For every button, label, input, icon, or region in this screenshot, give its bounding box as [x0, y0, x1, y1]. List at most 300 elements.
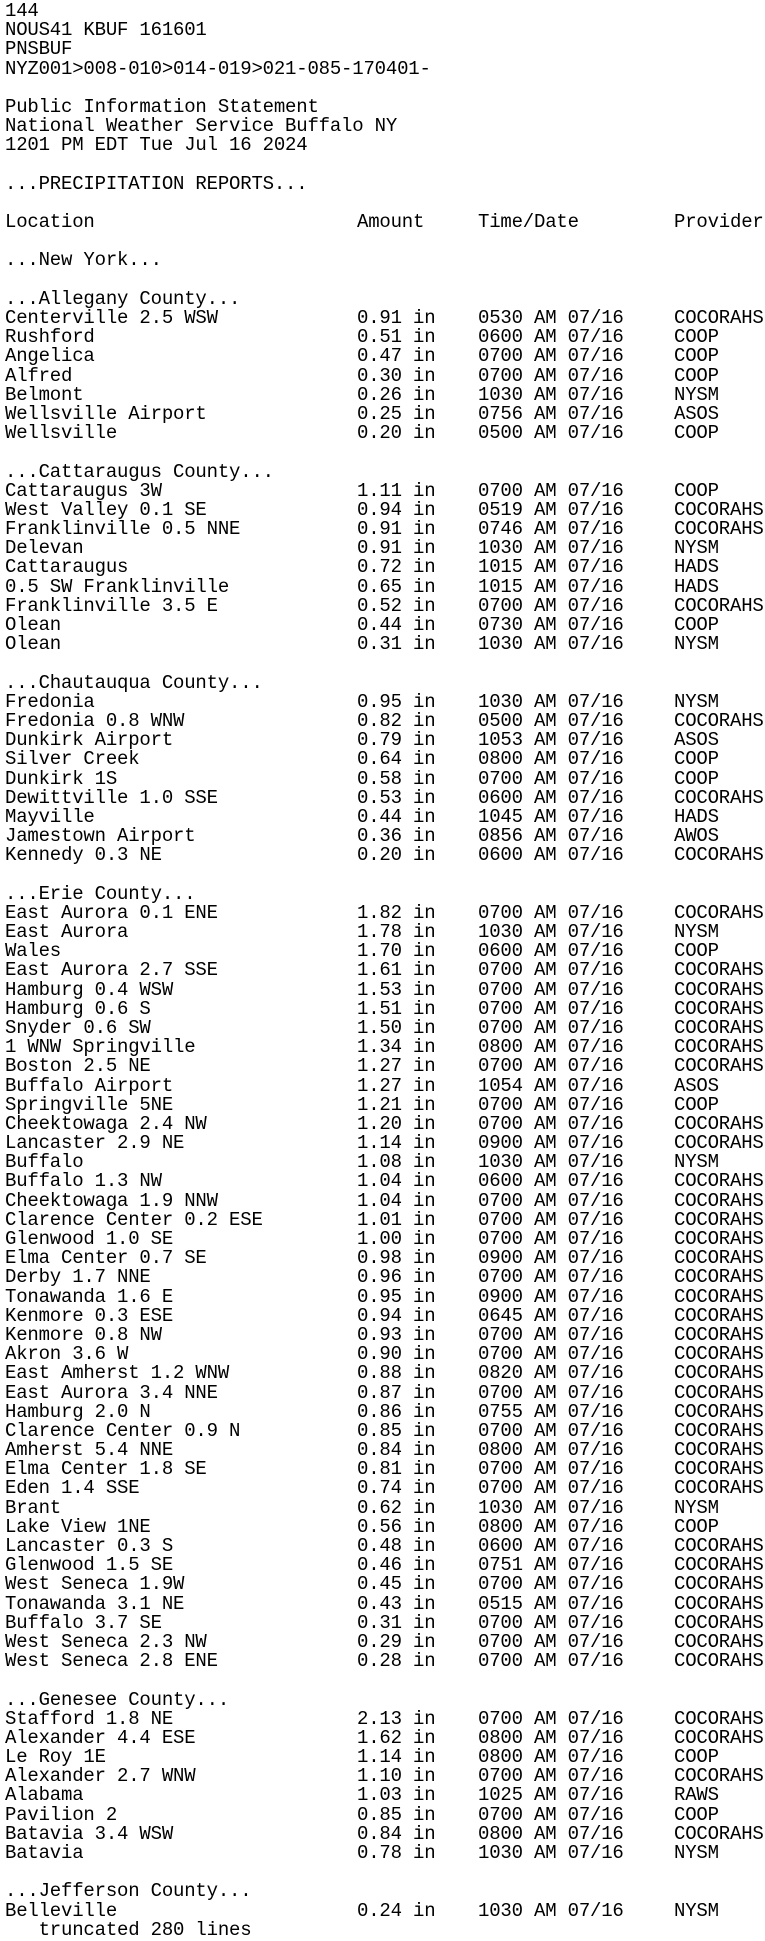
provider-cell: COCORAHS: [674, 1630, 764, 1653]
time-cell: 0700 AM 07/16: [478, 1112, 624, 1135]
time-cell: 1030 AM 07/16: [478, 1899, 624, 1922]
location-cell: Lancaster 0.3 S: [5, 1535, 174, 1557]
column-header-location: Location: [5, 211, 95, 234]
location-cell: West Valley 0.1 SE: [5, 498, 207, 521]
public-information-statement: [5, 2, 765, 1940]
time-cell: 0700 AM 07/16: [478, 1055, 624, 1078]
time-cell: 0755 AM 07/16: [478, 1400, 624, 1423]
amount-cell: 1.14 in: [357, 1746, 436, 1769]
location-cell: Clarence Center 0.2 ESE: [5, 1208, 263, 1231]
header-line: 144: [5, 0, 39, 22]
time-cell: 0700 AM 07/16: [478, 1765, 624, 1788]
time-cell: 0856 AM 07/16: [478, 825, 624, 848]
time-cell: 0730 AM 07/16: [478, 614, 624, 636]
time-cell: 1030 AM 07/16: [478, 537, 624, 560]
provider-cell: COCORAHS: [674, 1189, 764, 1212]
amount-cell: 0.52 in: [357, 594, 436, 617]
location-cell: Hamburg 0.6 S: [5, 997, 151, 1020]
time-cell: 0700 AM 07/16: [478, 959, 624, 982]
location-cell: Cattaraugus: [5, 556, 129, 579]
blank-line: [5, 443, 765, 462]
time-cell: 0700 AM 07/16: [478, 1381, 624, 1404]
provider-cell: HADS: [674, 556, 719, 579]
table-row: [5, 1189, 765, 1212]
blank-line: [5, 865, 765, 884]
time-cell: 0700 AM 07/16: [478, 345, 624, 368]
time-cell: 0700 AM 07/16: [478, 1343, 624, 1366]
amount-cell: 0.45 in: [357, 1573, 436, 1596]
time-cell: 1030 AM 07/16: [478, 1151, 624, 1174]
provider-cell: COCORAHS: [674, 786, 764, 809]
amount-cell: 0.43 in: [357, 1592, 436, 1615]
amount-cell: 1.03 in: [357, 1784, 436, 1807]
table-row: [5, 347, 765, 366]
provider-cell: COCORAHS: [674, 1592, 764, 1615]
time-cell: 0600 AM 07/16: [478, 326, 624, 349]
provider-cell: COOP: [674, 364, 719, 387]
location-cell: 1 WNW Springville: [5, 1036, 196, 1059]
amount-cell: 0.31 in: [357, 1611, 436, 1634]
amount-cell: 1.34 in: [357, 1036, 436, 1059]
table-row: [5, 1479, 765, 1498]
column-header-row: [5, 213, 765, 232]
time-cell: 0700 AM 07/16: [478, 479, 624, 502]
location-cell: Lake View 1NE: [5, 1515, 151, 1538]
county-heading: ...Allegany County...: [5, 287, 241, 310]
location-cell: Olean: [5, 614, 62, 636]
provider-cell: COCORAHS: [674, 1208, 764, 1231]
amount-cell: 0.31 in: [357, 633, 436, 656]
location-cell: 0.5 SW Franklinville: [5, 575, 230, 598]
location-cell: Batavia 3.4 WSW: [5, 1822, 174, 1845]
provider-cell: COCORAHS: [674, 1477, 764, 1500]
amount-cell: 0.78 in: [357, 1842, 436, 1864]
amount-cell: 0.88 in: [357, 1362, 436, 1385]
time-cell: 0800 AM 07/16: [478, 1822, 624, 1845]
location-cell: East Aurora 0.1 ENE: [5, 901, 218, 924]
provider-cell: COOP: [674, 326, 719, 349]
amount-cell: 0.51 in: [357, 326, 436, 349]
location-cell: Dunkirk Airport: [5, 729, 174, 752]
time-cell: 0700 AM 07/16: [478, 978, 624, 1001]
county-heading: ...Cattaraugus County...: [5, 460, 274, 483]
provider-cell: NYSM: [674, 1899, 719, 1922]
header-line: Public Information Statement: [5, 95, 319, 118]
table-row: [5, 575, 765, 598]
provider-cell: COOP: [674, 479, 719, 502]
amount-cell: 1.53 in: [357, 978, 436, 1001]
time-cell: 1054 AM 07/16: [478, 1074, 624, 1097]
amount-cell: 1.04 in: [357, 1170, 436, 1193]
amount-cell: 1.62 in: [357, 1726, 436, 1749]
location-cell: Belmont: [5, 383, 84, 406]
amount-cell: 0.98 in: [357, 1247, 436, 1270]
time-cell: 1025 AM 07/16: [478, 1784, 624, 1807]
table-row: [5, 1844, 765, 1863]
location-cell: Springville 5NE: [5, 1093, 174, 1116]
county-heading: ...Genesee County...: [5, 1688, 230, 1711]
location-cell: Elma Center 0.7 SE: [5, 1247, 207, 1270]
table-row: [5, 767, 765, 790]
county-heading: ...Jefferson County...: [5, 1880, 252, 1903]
location-cell: Franklinville 0.5 NNE: [5, 518, 241, 541]
location-cell: West Seneca 1.9W: [5, 1573, 185, 1596]
location-cell: Kenmore 0.3 ESE: [5, 1304, 174, 1327]
provider-cell: ASOS: [674, 729, 719, 752]
time-cell: 0800 AM 07/16: [478, 1036, 624, 1059]
table-row: [5, 635, 765, 654]
location-cell: Glenwood 1.5 SE: [5, 1554, 174, 1577]
header-line: ...PRECIPITATION REPORTS...: [5, 172, 308, 195]
provider-cell: COCORAHS: [674, 1247, 764, 1270]
time-cell: 0746 AM 07/16: [478, 518, 624, 541]
provider-cell: COCORAHS: [674, 959, 764, 982]
location-cell: Derby 1.7 NNE: [5, 1266, 151, 1289]
time-cell: 0700 AM 07/16: [478, 1228, 624, 1250]
provider-cell: COOP: [674, 422, 719, 445]
time-cell: 0700 AM 07/16: [478, 1477, 624, 1500]
amount-cell: 0.53 in: [357, 786, 436, 809]
provider-cell: COCORAHS: [674, 1458, 764, 1481]
amount-cell: 0.85 in: [357, 1803, 436, 1826]
amount-cell: 1.27 in: [357, 1074, 436, 1097]
provider-cell: COCORAHS: [674, 844, 764, 867]
state-heading: ...New York...: [5, 249, 162, 272]
provider-cell: COCORAHS: [674, 1323, 764, 1346]
amount-cell: 0.87 in: [357, 1381, 436, 1404]
provider-cell: COCORAHS: [674, 1055, 764, 1078]
location-cell: Olean: [5, 633, 62, 656]
location-cell: Brant: [5, 1496, 62, 1519]
amount-cell: 0.58 in: [357, 767, 436, 790]
amount-cell: 0.94 in: [357, 1304, 436, 1327]
time-cell: 0751 AM 07/16: [478, 1554, 624, 1577]
amount-cell: 1.01 in: [357, 1208, 436, 1231]
table-row: [5, 1381, 765, 1404]
table-row: [5, 1057, 765, 1076]
table-row: [5, 1268, 765, 1287]
amount-cell: 0.84 in: [357, 1822, 436, 1845]
location-cell: Jamestown Airport: [5, 825, 196, 848]
location-cell: Buffalo: [5, 1151, 84, 1174]
location-cell: East Aurora: [5, 921, 129, 943]
location-cell: Franklinville 3.5 E: [5, 594, 218, 617]
table-row: [5, 1074, 765, 1097]
time-cell: 0700 AM 07/16: [478, 1419, 624, 1442]
amount-cell: 1.10 in: [357, 1765, 436, 1788]
location-cell: East Aurora 2.7 SSE: [5, 959, 218, 982]
time-cell: 0600 AM 07/16: [478, 940, 624, 963]
time-cell: 0600 AM 07/16: [478, 844, 624, 867]
amount-cell: 1.51 in: [357, 997, 436, 1020]
amount-cell: 1.14 in: [357, 1132, 436, 1155]
provider-cell: COOP: [674, 1803, 719, 1826]
table-row: [5, 1899, 765, 1922]
provider-cell: NYSM: [674, 383, 719, 406]
time-cell: 0700 AM 07/16: [478, 1630, 624, 1653]
provider-cell: ASOS: [674, 402, 719, 425]
provider-cell: COOP: [674, 1746, 719, 1769]
amount-cell: 0.25 in: [357, 402, 436, 425]
amount-cell: 0.64 in: [357, 748, 436, 771]
location-cell: Cattaraugus 3W: [5, 479, 162, 502]
time-cell: 0500 AM 07/16: [478, 422, 624, 445]
provider-cell: COCORAHS: [674, 1112, 764, 1135]
amount-cell: 1.04 in: [357, 1189, 436, 1212]
provider-cell: ASOS: [674, 1074, 719, 1097]
provider-cell: COCORAHS: [674, 1132, 764, 1155]
amount-cell: 0.20 in: [357, 422, 436, 445]
table-row: [5, 1803, 765, 1826]
provider-cell: COCORAHS: [674, 709, 764, 732]
provider-cell: NYSM: [674, 537, 719, 560]
provider-cell: COCORAHS: [674, 307, 764, 329]
location-cell: Silver Creek: [5, 748, 140, 771]
provider-cell: COCORAHS: [674, 1266, 764, 1289]
location-cell: Dunkirk 1S: [5, 767, 118, 790]
time-cell: 1045 AM 07/16: [478, 805, 624, 828]
location-cell: West Seneca 2.8 ENE: [5, 1650, 218, 1673]
time-cell: 0700 AM 07/16: [478, 1016, 624, 1039]
provider-cell: COCORAHS: [674, 1381, 764, 1404]
provider-cell: COCORAHS: [674, 1554, 764, 1577]
table-row: [5, 1786, 765, 1805]
location-cell: Kenmore 0.8 NW: [5, 1323, 162, 1346]
time-cell: 1030 AM 07/16: [478, 633, 624, 656]
table-row: [5, 1592, 765, 1615]
amount-cell: 0.90 in: [357, 1343, 436, 1366]
amount-cell: 0.95 in: [357, 1285, 436, 1308]
location-cell: Rushford: [5, 326, 95, 349]
provider-cell: COCORAHS: [674, 1170, 764, 1193]
provider-cell: COCORAHS: [674, 1439, 764, 1462]
time-cell: 0600 AM 07/16: [478, 1535, 624, 1557]
location-cell: Boston 2.5 NE: [5, 1055, 151, 1078]
header-line: National Weather Service Buffalo NY: [5, 115, 398, 138]
header-line: PNSBUF: [5, 38, 73, 61]
time-cell: 0700 AM 07/16: [478, 1650, 624, 1673]
time-cell: 0700 AM 07/16: [478, 1323, 624, 1346]
provider-cell: COCORAHS: [674, 1535, 764, 1557]
amount-cell: 0.85 in: [357, 1419, 436, 1442]
location-cell: Eden 1.4 SSE: [5, 1477, 140, 1500]
amount-cell: 1.50 in: [357, 1016, 436, 1039]
location-cell: Clarence Center 0.9 N: [5, 1419, 241, 1442]
amount-cell: 0.48 in: [357, 1535, 436, 1557]
location-cell: Lancaster 2.9 NE: [5, 1132, 185, 1155]
amount-cell: 0.95 in: [357, 690, 436, 713]
table-row: [5, 1575, 765, 1594]
location-cell: Alexander 2.7 WNW: [5, 1765, 196, 1788]
time-cell: 0700 AM 07/16: [478, 1093, 624, 1116]
truncation-notice: truncated 280 lines: [5, 1918, 252, 1941]
provider-cell: COOP: [674, 1515, 719, 1538]
provider-cell: NYSM: [674, 921, 719, 943]
time-cell: 0700 AM 07/16: [478, 1266, 624, 1289]
location-cell: East Amherst 1.2 WNW: [5, 1362, 230, 1385]
location-cell: Akron 3.6 W: [5, 1343, 129, 1366]
time-cell: 0756 AM 07/16: [478, 402, 624, 425]
time-cell: 0700 AM 07/16: [478, 1573, 624, 1596]
amount-cell: 0.20 in: [357, 844, 436, 867]
provider-cell: COCORAHS: [674, 1362, 764, 1385]
time-cell: 1030 AM 07/16: [478, 921, 624, 943]
location-cell: Wales: [5, 940, 62, 963]
provider-cell: COOP: [674, 1093, 719, 1116]
time-cell: 0800 AM 07/16: [478, 1515, 624, 1538]
amount-cell: 0.26 in: [357, 383, 436, 406]
amount-cell: 0.28 in: [357, 1650, 436, 1673]
provider-cell: COCORAHS: [674, 1611, 764, 1634]
location-cell: Stafford 1.8 NE: [5, 1707, 174, 1730]
column-header-time: Time/Date: [478, 211, 579, 234]
table-row: [5, 364, 765, 387]
provider-cell: COCORAHS: [674, 1228, 764, 1250]
provider-cell: COCORAHS: [674, 1036, 764, 1059]
location-cell: Buffalo 1.3 NW: [5, 1170, 162, 1193]
provider-cell: NYSM: [674, 1496, 719, 1519]
time-cell: 0700 AM 07/16: [478, 901, 624, 924]
table-row: [5, 1400, 765, 1423]
amount-cell: 0.94 in: [357, 498, 436, 521]
table-row: [5, 1093, 765, 1116]
provider-cell: COOP: [674, 767, 719, 790]
table-row: [5, 1496, 765, 1519]
amount-cell: 0.96 in: [357, 1266, 436, 1289]
location-cell: Hamburg 0.4 WSW: [5, 978, 174, 1001]
county-heading: ...Chautauqua County...: [5, 671, 263, 694]
location-cell: Le Roy 1E: [5, 1746, 106, 1769]
blank-line: [5, 1671, 765, 1690]
column-header-provider: Provider: [674, 211, 764, 234]
provider-cell: COCORAHS: [674, 1822, 764, 1845]
provider-cell: COCORAHS: [674, 1343, 764, 1366]
time-cell: 0700 AM 07/16: [478, 1611, 624, 1634]
time-cell: 1053 AM 07/16: [478, 729, 624, 752]
location-cell: Angelica: [5, 345, 95, 368]
time-cell: 1030 AM 07/16: [478, 383, 624, 406]
table-row: [5, 750, 765, 769]
time-cell: 0700 AM 07/16: [478, 767, 624, 790]
location-cell: Kennedy 0.3 NE: [5, 844, 162, 867]
amount-cell: 1.21 in: [357, 1093, 436, 1116]
time-cell: 1030 AM 07/16: [478, 1842, 624, 1864]
amount-cell: 1.70 in: [357, 940, 436, 963]
table-row: [5, 558, 765, 577]
location-cell: Fredonia 0.8 WNW: [5, 709, 185, 732]
time-cell: 0515 AM 07/16: [478, 1592, 624, 1615]
amount-cell: 1.00 in: [357, 1228, 436, 1250]
provider-cell: NYSM: [674, 690, 719, 713]
amount-cell: 0.47 in: [357, 345, 436, 368]
amount-cell: 0.65 in: [357, 575, 436, 598]
table-row: [5, 424, 765, 443]
time-cell: 0700 AM 07/16: [478, 997, 624, 1020]
provider-cell: COCORAHS: [674, 1400, 764, 1423]
location-cell: Amherst 5.4 NNE: [5, 1439, 174, 1462]
table-row: [5, 1707, 765, 1730]
time-cell: 0700 AM 07/16: [478, 1707, 624, 1730]
amount-cell: 0.91 in: [357, 537, 436, 560]
amount-cell: 0.30 in: [357, 364, 436, 387]
blank-line: [5, 654, 765, 673]
time-cell: 0700 AM 07/16: [478, 594, 624, 617]
location-cell: Elma Center 1.8 SE: [5, 1458, 207, 1481]
table-row: [5, 1652, 765, 1671]
time-cell: 0900 AM 07/16: [478, 1285, 624, 1308]
provider-cell: COOP: [674, 614, 719, 636]
provider-cell: AWOS: [674, 825, 719, 848]
time-cell: 0530 AM 07/16: [478, 307, 624, 329]
time-cell: 1030 AM 07/16: [478, 690, 624, 713]
time-cell: 1015 AM 07/16: [478, 575, 624, 598]
amount-cell: 0.84 in: [357, 1439, 436, 1462]
provider-cell: COOP: [674, 345, 719, 368]
location-cell: Belleville: [5, 1899, 118, 1922]
location-cell: Delevan: [5, 537, 84, 560]
provider-cell: COCORAHS: [674, 997, 764, 1020]
amount-cell: 1.20 in: [357, 1112, 436, 1135]
provider-cell: COOP: [674, 940, 719, 963]
time-cell: 0800 AM 07/16: [478, 1439, 624, 1462]
time-cell: 0800 AM 07/16: [478, 748, 624, 771]
provider-cell: COCORAHS: [674, 498, 764, 521]
location-cell: Fredonia: [5, 690, 95, 713]
county-heading: ...Erie County...: [5, 882, 196, 905]
time-cell: 0600 AM 07/16: [478, 1170, 624, 1193]
amount-cell: 0.86 in: [357, 1400, 436, 1423]
time-cell: 0600 AM 07/16: [478, 786, 624, 809]
amount-cell: 1.27 in: [357, 1055, 436, 1078]
amount-cell: 0.74 in: [357, 1477, 436, 1500]
header-line: [5, 156, 765, 175]
provider-cell: COCORAHS: [674, 1726, 764, 1749]
table-row: [5, 1364, 765, 1383]
location-cell: East Aurora 3.4 NNE: [5, 1381, 218, 1404]
amount-cell: 0.44 in: [357, 805, 436, 828]
provider-cell: COCORAHS: [674, 1573, 764, 1596]
location-cell: Centerville 2.5 WSW: [5, 307, 218, 329]
provider-cell: COCORAHS: [674, 594, 764, 617]
provider-cell: COCORAHS: [674, 901, 764, 924]
location-cell: Alexander 4.4 ESE: [5, 1726, 196, 1749]
provider-cell: NYSM: [674, 1151, 719, 1174]
provider-cell: COCORAHS: [674, 1765, 764, 1788]
location-cell: Hamburg 2.0 N: [5, 1400, 151, 1423]
amount-cell: 0.91 in: [357, 307, 436, 329]
amount-cell: 0.24 in: [357, 1899, 436, 1922]
time-cell: 0519 AM 07/16: [478, 498, 624, 521]
provider-cell: COCORAHS: [674, 1016, 764, 1039]
location-cell: Mayville: [5, 805, 95, 828]
location-cell: Alfred: [5, 364, 73, 387]
amount-cell: 0.62 in: [357, 1496, 436, 1519]
time-cell: 0700 AM 07/16: [478, 1458, 624, 1481]
time-cell: 0900 AM 07/16: [478, 1247, 624, 1270]
provider-cell: COCORAHS: [674, 1419, 764, 1442]
provider-cell: HADS: [674, 575, 719, 598]
amount-cell: 2.13 in: [357, 1707, 436, 1730]
provider-cell: COCORAHS: [674, 518, 764, 541]
column-header-amount: Amount: [357, 211, 425, 234]
amount-cell: 1.08 in: [357, 1151, 436, 1174]
location-cell: Pavilion 2: [5, 1803, 118, 1826]
time-cell: 0700 AM 07/16: [478, 1208, 624, 1231]
table-row: [5, 978, 765, 1001]
amount-cell: 0.44 in: [357, 614, 436, 636]
location-cell: Cheektowaga 1.9 NNW: [5, 1189, 218, 1212]
amount-cell: 1.61 in: [357, 959, 436, 982]
